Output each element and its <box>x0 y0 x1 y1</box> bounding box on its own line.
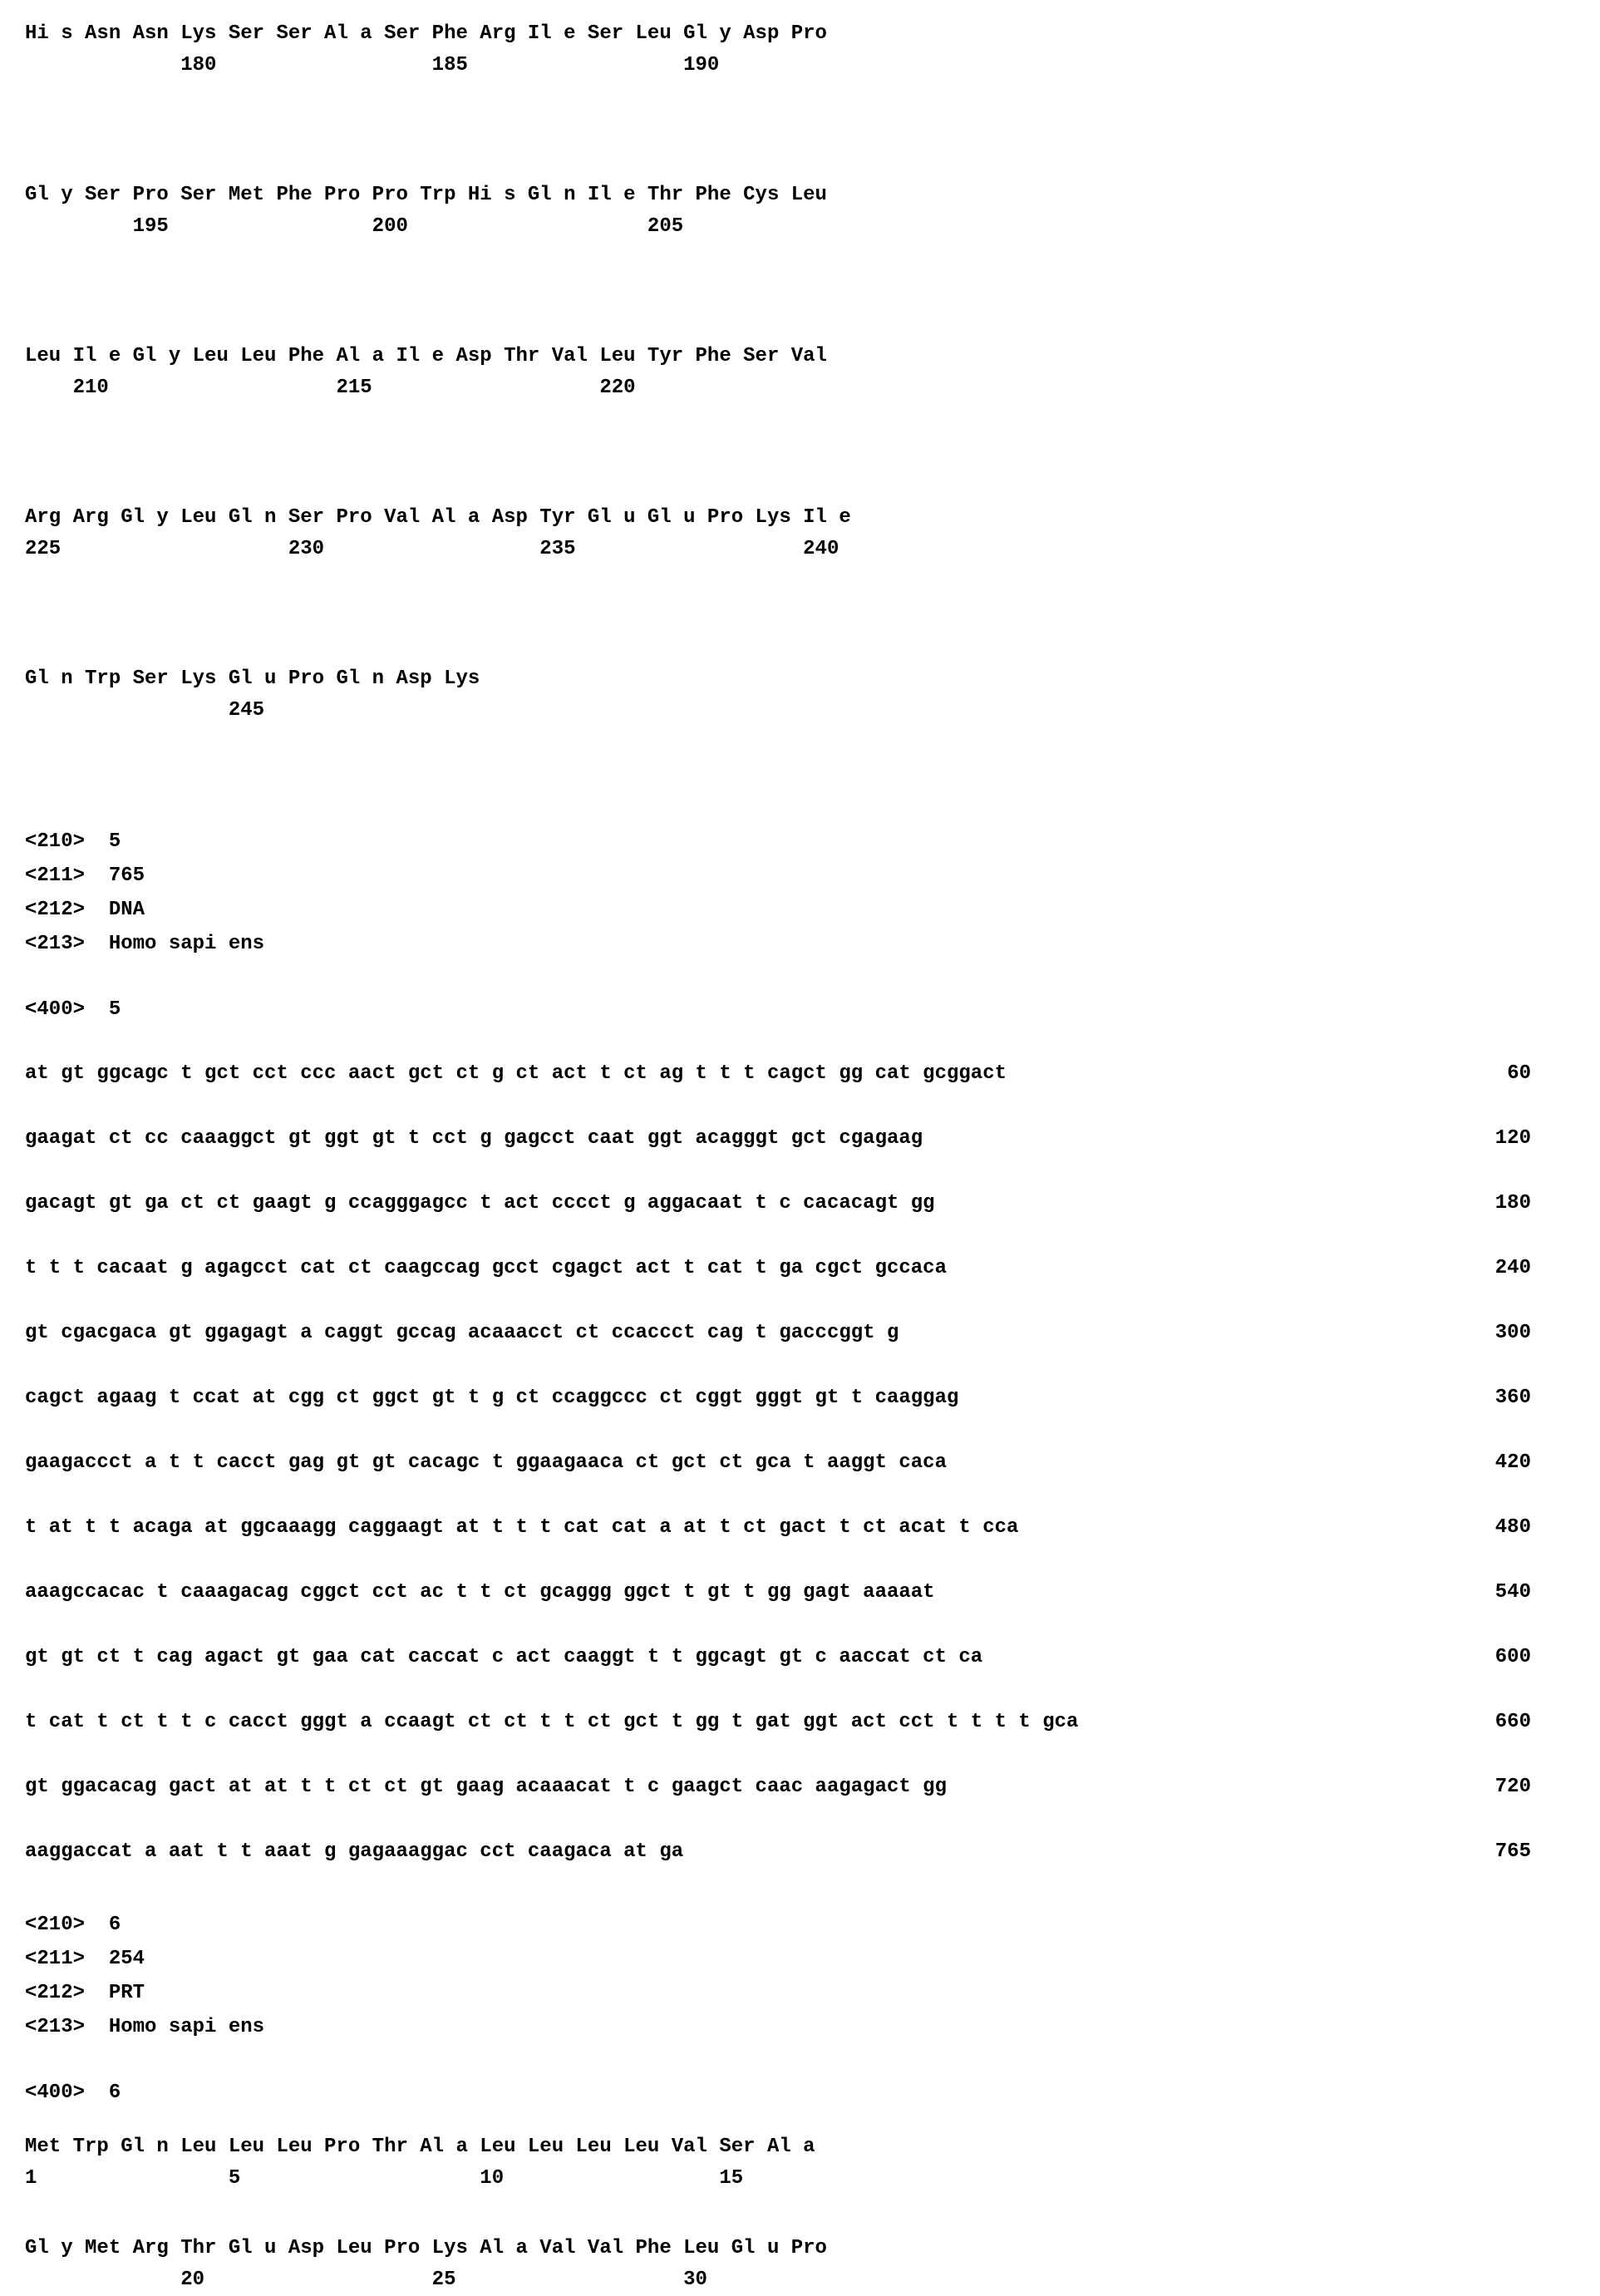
amino-acid-line: Met Trp Gl n Leu Leu Leu Pro Thr Al a Leu Leu Leu Leu Val Ser Al a <box>25 2136 815 2158</box>
residue-number-line: 180 185 190 <box>25 54 720 76</box>
dna-sequence-text: gt gt ct t cag agact gt gaa cat caccat c act caaggt t t ggcagt gt c aaccat ct ca <box>25 1646 983 1668</box>
amino-acid-block <box>25 663 1600 727</box>
amino-acid-block <box>25 18 1600 81</box>
dna-position-number: 600 <box>1494 1646 1531 1668</box>
sequence-header <box>25 1908 1600 2044</box>
tag-line: <212> PRT <box>25 1982 145 2004</box>
residue-number-line: 195 200 205 <box>25 215 684 238</box>
dna-sequence-row <box>25 1690 1531 1755</box>
residue-number-line: 245 <box>25 699 265 722</box>
sequence-400-tag: <400> 6 <box>25 2082 121 2104</box>
dna-sequence-text: gaagaccct a t t cacct gag gt gt cacagc t ggaagaaca ct gct ct gca t aaggt caca <box>25 1451 947 1474</box>
dna-sequence-text: aaggaccat a aat t t aaat g gagaaaggac cct caagaca at ga <box>25 1840 684 1863</box>
amino-acid-block <box>25 180 1600 243</box>
dna-position-number: 660 <box>1494 1711 1531 1733</box>
dna-position-number: 720 <box>1494 1776 1531 1798</box>
amino-acid-block <box>25 502 1600 565</box>
dna-position-number: 360 <box>1494 1387 1531 1409</box>
dna-sequence-text: t t t cacaat g agagcct cat ct caagccag gcct cgagct act t cat t ga cgct gccaca <box>25 1257 947 1279</box>
dna-sequence-text: t at t t acaga at ggcaaagg caggaagt at t t t cat cat a at t ct gact t ct acat t cca <box>25 1516 1019 1539</box>
dna-position-number: 765 <box>1494 1840 1531 1863</box>
residue-number-line: 210 215 220 <box>25 377 636 399</box>
dna-sequence-text: cagct agaag t ccat at cgg ct ggct gt t g ct ccaggccc ct cggt gggt gt t caaggag <box>25 1387 959 1409</box>
dna-position-number: 60 <box>1507 1062 1531 1085</box>
dna-sequence-row <box>25 1301 1531 1366</box>
dna-sequence-text: gt cgacgaca gt ggagagt a caggt gccag acaaacct ct ccaccct cag t gacccggt g <box>25 1322 899 1344</box>
tag-line: <213> Homo sapi ens <box>25 2016 265 2038</box>
dna-sequence-text: gacagt gt ga ct ct gaagt g ccagggagcc t act cccct g aggacaat t c cacacagt gg <box>25 1192 935 1215</box>
amino-acid-block <box>25 2131 1600 2195</box>
tag-line: <212> DNA <box>25 899 145 921</box>
dna-sequence-text: aaagccacac t caaagacag cggct cct ac t t ct gcaggg ggct t gt t gg gagt aaaaat <box>25 1581 935 1604</box>
dna-position-number: 480 <box>1494 1516 1531 1539</box>
amino-acid-block <box>25 2233 1600 2296</box>
dna-position-number: 300 <box>1494 1322 1531 1344</box>
dna-sequence-row <box>25 1820 1531 1885</box>
dna-position-number: 420 <box>1494 1451 1531 1474</box>
dna-sequence-section <box>25 1042 1600 1885</box>
dna-position-number: 180 <box>1494 1192 1531 1215</box>
residue-number-line: 20 25 30 <box>25 2269 707 2291</box>
dna-position-number: 240 <box>1494 1257 1531 1279</box>
tag-line: <211> 254 <box>25 1948 145 1970</box>
tag-line: <211> 765 <box>25 865 145 887</box>
dna-sequence-row <box>25 1560 1531 1625</box>
amino-acid-line: Arg Arg Gl y Leu Gl n Ser Pro Val Al a Asp Tyr Gl u Gl u Pro Lys Il e <box>25 506 851 529</box>
amino-acid-line: Hi s Asn Asn Lys Ser Ser Al a Ser Phe Arg Il e Ser Leu Gl y Asp Pro <box>25 22 827 45</box>
residue-number-line: 225 230 235 240 <box>25 538 839 560</box>
dna-sequence-row <box>25 1171 1531 1236</box>
dna-sequence-text: at gt ggcagc t gct cct ccc aact gct ct g ct act t ct ag t t t cagct gg cat gcggact <box>25 1062 1007 1085</box>
dna-sequence-row <box>25 1106 1531 1171</box>
dna-sequence-text: gaagat ct cc caaaggct gt ggt gt t cct g gagcct caat ggt acagggt gct cgagaag <box>25 1127 923 1150</box>
amino-acid-line: Gl y Met Arg Thr Gl u Asp Leu Pro Lys Al a Val Val Phe Leu Gl u Pro <box>25 2237 827 2259</box>
tag-line: <213> Homo sapi ens <box>25 933 265 955</box>
amino-acid-line: Gl y Ser Pro Ser Met Phe Pro Pro Trp Hi s Gl n Il e Thr Phe Cys Leu <box>25 184 827 206</box>
tag-line: <210> 6 <box>25 1914 121 1936</box>
dna-position-number: 540 <box>1494 1581 1531 1604</box>
dna-sequence-text: t cat t ct t t c cacct gggt a ccaagt ct ct t t ct gct t gg t gat ggt act cct t t t t gca <box>25 1711 1079 1733</box>
dna-sequence-row <box>25 1366 1531 1431</box>
dna-position-number: 120 <box>1494 1127 1531 1150</box>
dna-sequence-row <box>25 1625 1531 1690</box>
amino-acid-line: Gl n Trp Ser Lys Gl u Pro Gl n Asp Lys <box>25 668 480 690</box>
dna-sequence-row <box>25 1236 1531 1301</box>
amino-acid-line: Leu Il e Gl y Leu Leu Phe Al a Il e Asp Thr Val Leu Tyr Phe Ser Val <box>25 345 827 367</box>
sequence-header <box>25 825 1600 961</box>
tag-line: <210> 5 <box>25 830 121 853</box>
dna-sequence-row <box>25 1495 1531 1560</box>
dna-sequence-text: gt ggacacag gact at at t t ct ct gt gaag acaaacat t c gaagct caac aagagact gg <box>25 1776 947 1798</box>
dna-sequence-row <box>25 1042 1531 1106</box>
sequence-400-tag: <400> 5 <box>25 998 121 1021</box>
residue-number-line: 1 5 10 15 <box>25 2167 744 2190</box>
amino-acid-block <box>25 341 1600 404</box>
dna-sequence-row <box>25 1431 1531 1495</box>
dna-sequence-row <box>25 1755 1531 1820</box>
